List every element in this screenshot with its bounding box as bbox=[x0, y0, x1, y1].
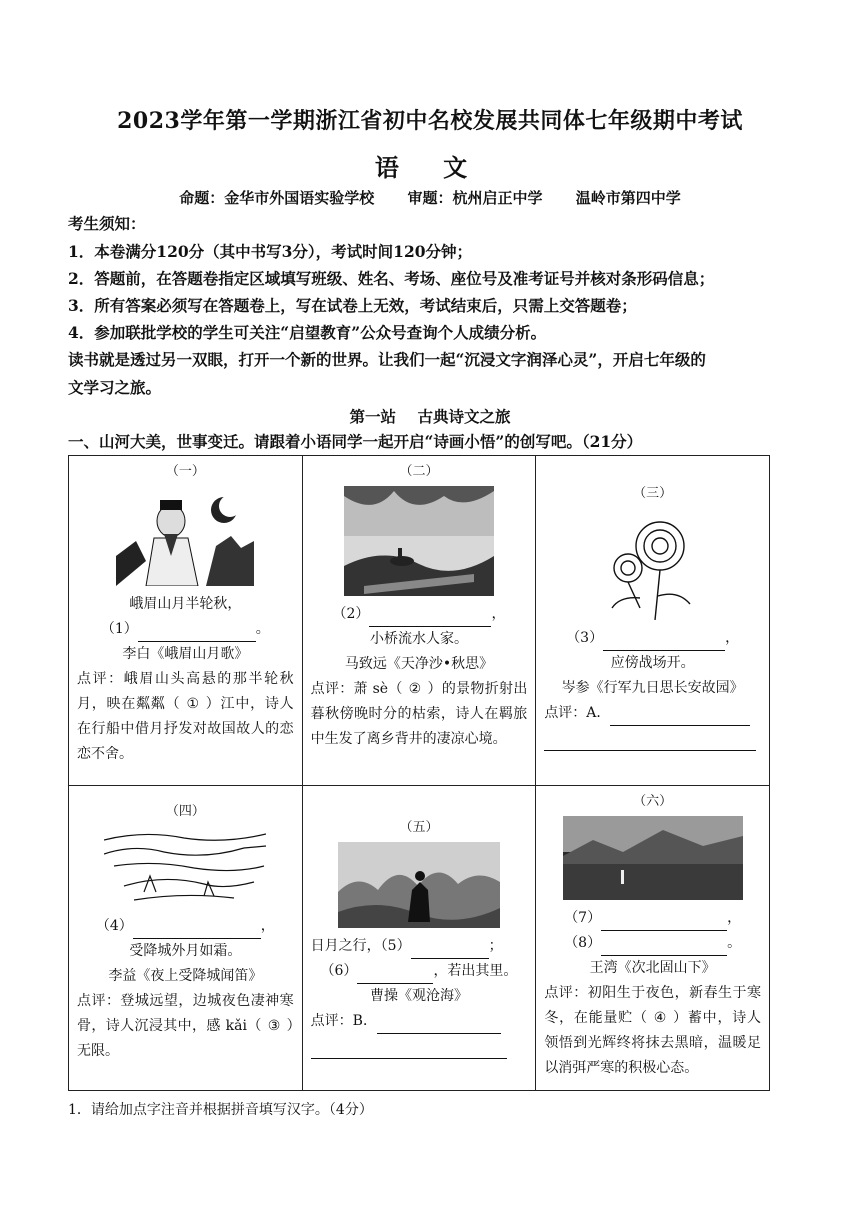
poem-line-1 bbox=[77, 914, 294, 939]
cell-label: （一） bbox=[165, 464, 205, 479]
comment-text-a: 点评：峨眉山头高悬的那半轮秋月，映在粼粼（ bbox=[77, 671, 294, 712]
poem-comment-cont bbox=[544, 726, 761, 751]
cell-label: （六） bbox=[633, 794, 673, 809]
mountain-river-image bbox=[563, 816, 743, 900]
comment-text-a: 点评：登城远望，边城夜色凄神寒骨，诗人沉浸其中，感 kǎi（ bbox=[77, 993, 294, 1034]
author-setter: 命题：金华市外国语实验学校 bbox=[179, 189, 375, 207]
punctuation: 。 bbox=[727, 935, 742, 951]
answer-blank-4[interactable] bbox=[133, 920, 261, 939]
comment-text-b: ）无限。 bbox=[77, 1018, 294, 1059]
sub-question-1: 1．请给加点字注音并根据拼音填写汉字。（4分） bbox=[68, 1102, 373, 1118]
poem-cell-2 bbox=[302, 456, 536, 786]
cell-label: （四） bbox=[165, 804, 205, 819]
comment-text-a: 点评：萧 sè（ bbox=[310, 681, 403, 697]
poem-comment bbox=[544, 981, 761, 1081]
poem-source: 岑参《行军九日思长安故园》 bbox=[561, 680, 744, 696]
answer-blank-A-2[interactable] bbox=[544, 732, 756, 751]
intro-line-2: 文学习之旅。 bbox=[68, 378, 162, 397]
comment-text-a: 点评：A． bbox=[544, 705, 611, 721]
notice-heading: 考生须知： bbox=[68, 214, 146, 233]
answer-blank-A-1[interactable] bbox=[610, 707, 750, 726]
poem-cell-4 bbox=[69, 786, 303, 1091]
section-title bbox=[0, 405, 860, 427]
notice-item-2: 2．答题前，在答题卷指定区域填写班级、姓名、考场、座位号及准考证号并核对条形码信息； bbox=[68, 269, 715, 288]
comment-text-a: 点评：初阳生于夜色，新春生于寒冬，在能量贮（ bbox=[544, 985, 761, 1026]
punctuation: ， bbox=[725, 630, 740, 646]
blank-label: （8） bbox=[564, 935, 602, 951]
notice-item-1: 1．本卷满分120分（其中书写3分），考试时间120分钟； bbox=[68, 242, 473, 261]
poem-source: 李白《峨眉山月歌》 bbox=[122, 646, 249, 662]
poem-line-1: 峨眉山月半轮秋， bbox=[129, 596, 242, 612]
poem-line-2 bbox=[544, 931, 761, 956]
poem-line-1 bbox=[544, 626, 761, 651]
circle-mark-4: ④ bbox=[653, 1010, 667, 1026]
author-reviewer-1: 审题：杭州启正中学 bbox=[407, 189, 543, 207]
poem-line-2: 应傍战场开。 bbox=[610, 655, 695, 671]
comment-text-a: 点评：B． bbox=[310, 1013, 377, 1029]
poem-cell-3 bbox=[536, 456, 770, 786]
answer-blank-7[interactable] bbox=[601, 912, 727, 931]
answer-blank-6[interactable] bbox=[357, 965, 433, 984]
punctuation: 。 bbox=[255, 621, 270, 637]
poem-cell-6 bbox=[536, 786, 770, 1091]
authors-line bbox=[0, 187, 860, 208]
poet-moon-image bbox=[116, 486, 254, 586]
answer-blank-B-1[interactable] bbox=[377, 1015, 501, 1034]
answer-blank-B-2[interactable] bbox=[311, 1040, 507, 1059]
poem-comment bbox=[311, 677, 528, 752]
poem-text: ，若出其里。 bbox=[433, 963, 518, 979]
answer-blank-8[interactable] bbox=[601, 937, 727, 956]
poem-line-1 bbox=[544, 906, 761, 931]
poem-line-2 bbox=[77, 617, 294, 642]
poem-comment bbox=[77, 989, 294, 1064]
comment-text-b: ）的景物折射出暮秋傍晚时分的枯索，诗人在羁旅中生发了离乡背井的凄凉心境。 bbox=[310, 681, 528, 747]
poem-line-2 bbox=[311, 959, 528, 984]
poem-comment bbox=[311, 1009, 528, 1034]
answer-blank-5[interactable] bbox=[411, 940, 489, 959]
answer-blank-1[interactable] bbox=[138, 623, 256, 642]
circle-mark-1: ① bbox=[186, 696, 199, 712]
blank-label: （7） bbox=[564, 910, 602, 926]
poem-source: 曹操《观沧海》 bbox=[369, 988, 468, 1004]
comment-text-b: ）蓄中，诗人领悟到光辉终将抹去黑暗，温暖足以消弭严寒的积极心态。 bbox=[544, 1010, 762, 1076]
blank-label: （6） bbox=[320, 963, 358, 979]
punctuation: ； bbox=[488, 938, 503, 954]
intro-line-1: 读书就是透过另一双眼，打开一个新的世界。让我们一起“沉浸文字润泽心灵”，开启七年级的 bbox=[68, 350, 706, 369]
author-reviewer-2: 温岭市第四中学 bbox=[575, 189, 681, 207]
cell-label: （二） bbox=[399, 464, 439, 479]
punctuation: ， bbox=[260, 918, 275, 934]
poem-line-2: 受降城外月如霜。 bbox=[129, 943, 242, 959]
punctuation: ， bbox=[727, 910, 742, 926]
exam-title: 2023学年第一学期浙江省初中名校发展共同体七年级期中考试 bbox=[117, 108, 743, 134]
old-horse-image bbox=[344, 486, 494, 596]
question-1-heading: 一、山河大美，世事变迁。请跟着小语同学一起开启“诗画小悟”的创写吧。（21分） bbox=[68, 432, 643, 451]
blank-label: （2） bbox=[332, 606, 370, 622]
poem-text: 日月之行，（5） bbox=[310, 938, 411, 954]
chrysanthemum-image bbox=[600, 508, 706, 620]
poem-source: 李益《夜上受降城闻笛》 bbox=[108, 968, 263, 984]
blank-label: （4） bbox=[95, 918, 133, 934]
circle-mark-3: ③ bbox=[267, 1018, 281, 1034]
cell-label: （五） bbox=[399, 820, 439, 835]
blank-label: （1） bbox=[100, 621, 138, 637]
poem-comment-cont bbox=[311, 1034, 528, 1059]
notice-item-3: 3．所有答案必须写在答题卷上，写在试卷上无效，考试结束后，只需上交答题卷； bbox=[68, 296, 637, 315]
poem-source: 马致远《天净沙•秋思》 bbox=[344, 656, 494, 672]
poem-cell-1 bbox=[69, 456, 303, 786]
poem-comment bbox=[544, 701, 761, 726]
answer-blank-3[interactable] bbox=[603, 632, 725, 651]
station-label: 第一站 bbox=[349, 407, 397, 426]
poem-source: 王湾《次北固山下》 bbox=[589, 960, 716, 976]
answer-blank-2[interactable] bbox=[369, 608, 491, 627]
poem-grid bbox=[68, 455, 770, 1091]
punctuation: ， bbox=[491, 606, 506, 622]
subject-title: 语 文 bbox=[374, 153, 486, 182]
cell-label: （三） bbox=[633, 486, 673, 501]
sea-rider-image bbox=[338, 842, 500, 928]
frontier-city-image bbox=[104, 826, 266, 908]
comment-text-b: ）江中，诗人在行船中借月抒发对故国故人的恋恋不舍。 bbox=[77, 696, 294, 762]
poem-line-2: 小桥流水人家。 bbox=[369, 631, 468, 647]
poem-line-1 bbox=[311, 602, 528, 627]
blank-label: （3） bbox=[566, 630, 604, 646]
poem-cell-5 bbox=[302, 786, 536, 1091]
circle-mark-2: ② bbox=[408, 681, 422, 697]
station-name: 古典诗文之旅 bbox=[417, 407, 511, 426]
notice-item-4: 4．参加联批学校的学生可关注“启望教育”公众号查询个人成绩分析。 bbox=[68, 323, 547, 342]
poem-line-1 bbox=[311, 934, 528, 959]
poem-comment bbox=[77, 667, 294, 767]
